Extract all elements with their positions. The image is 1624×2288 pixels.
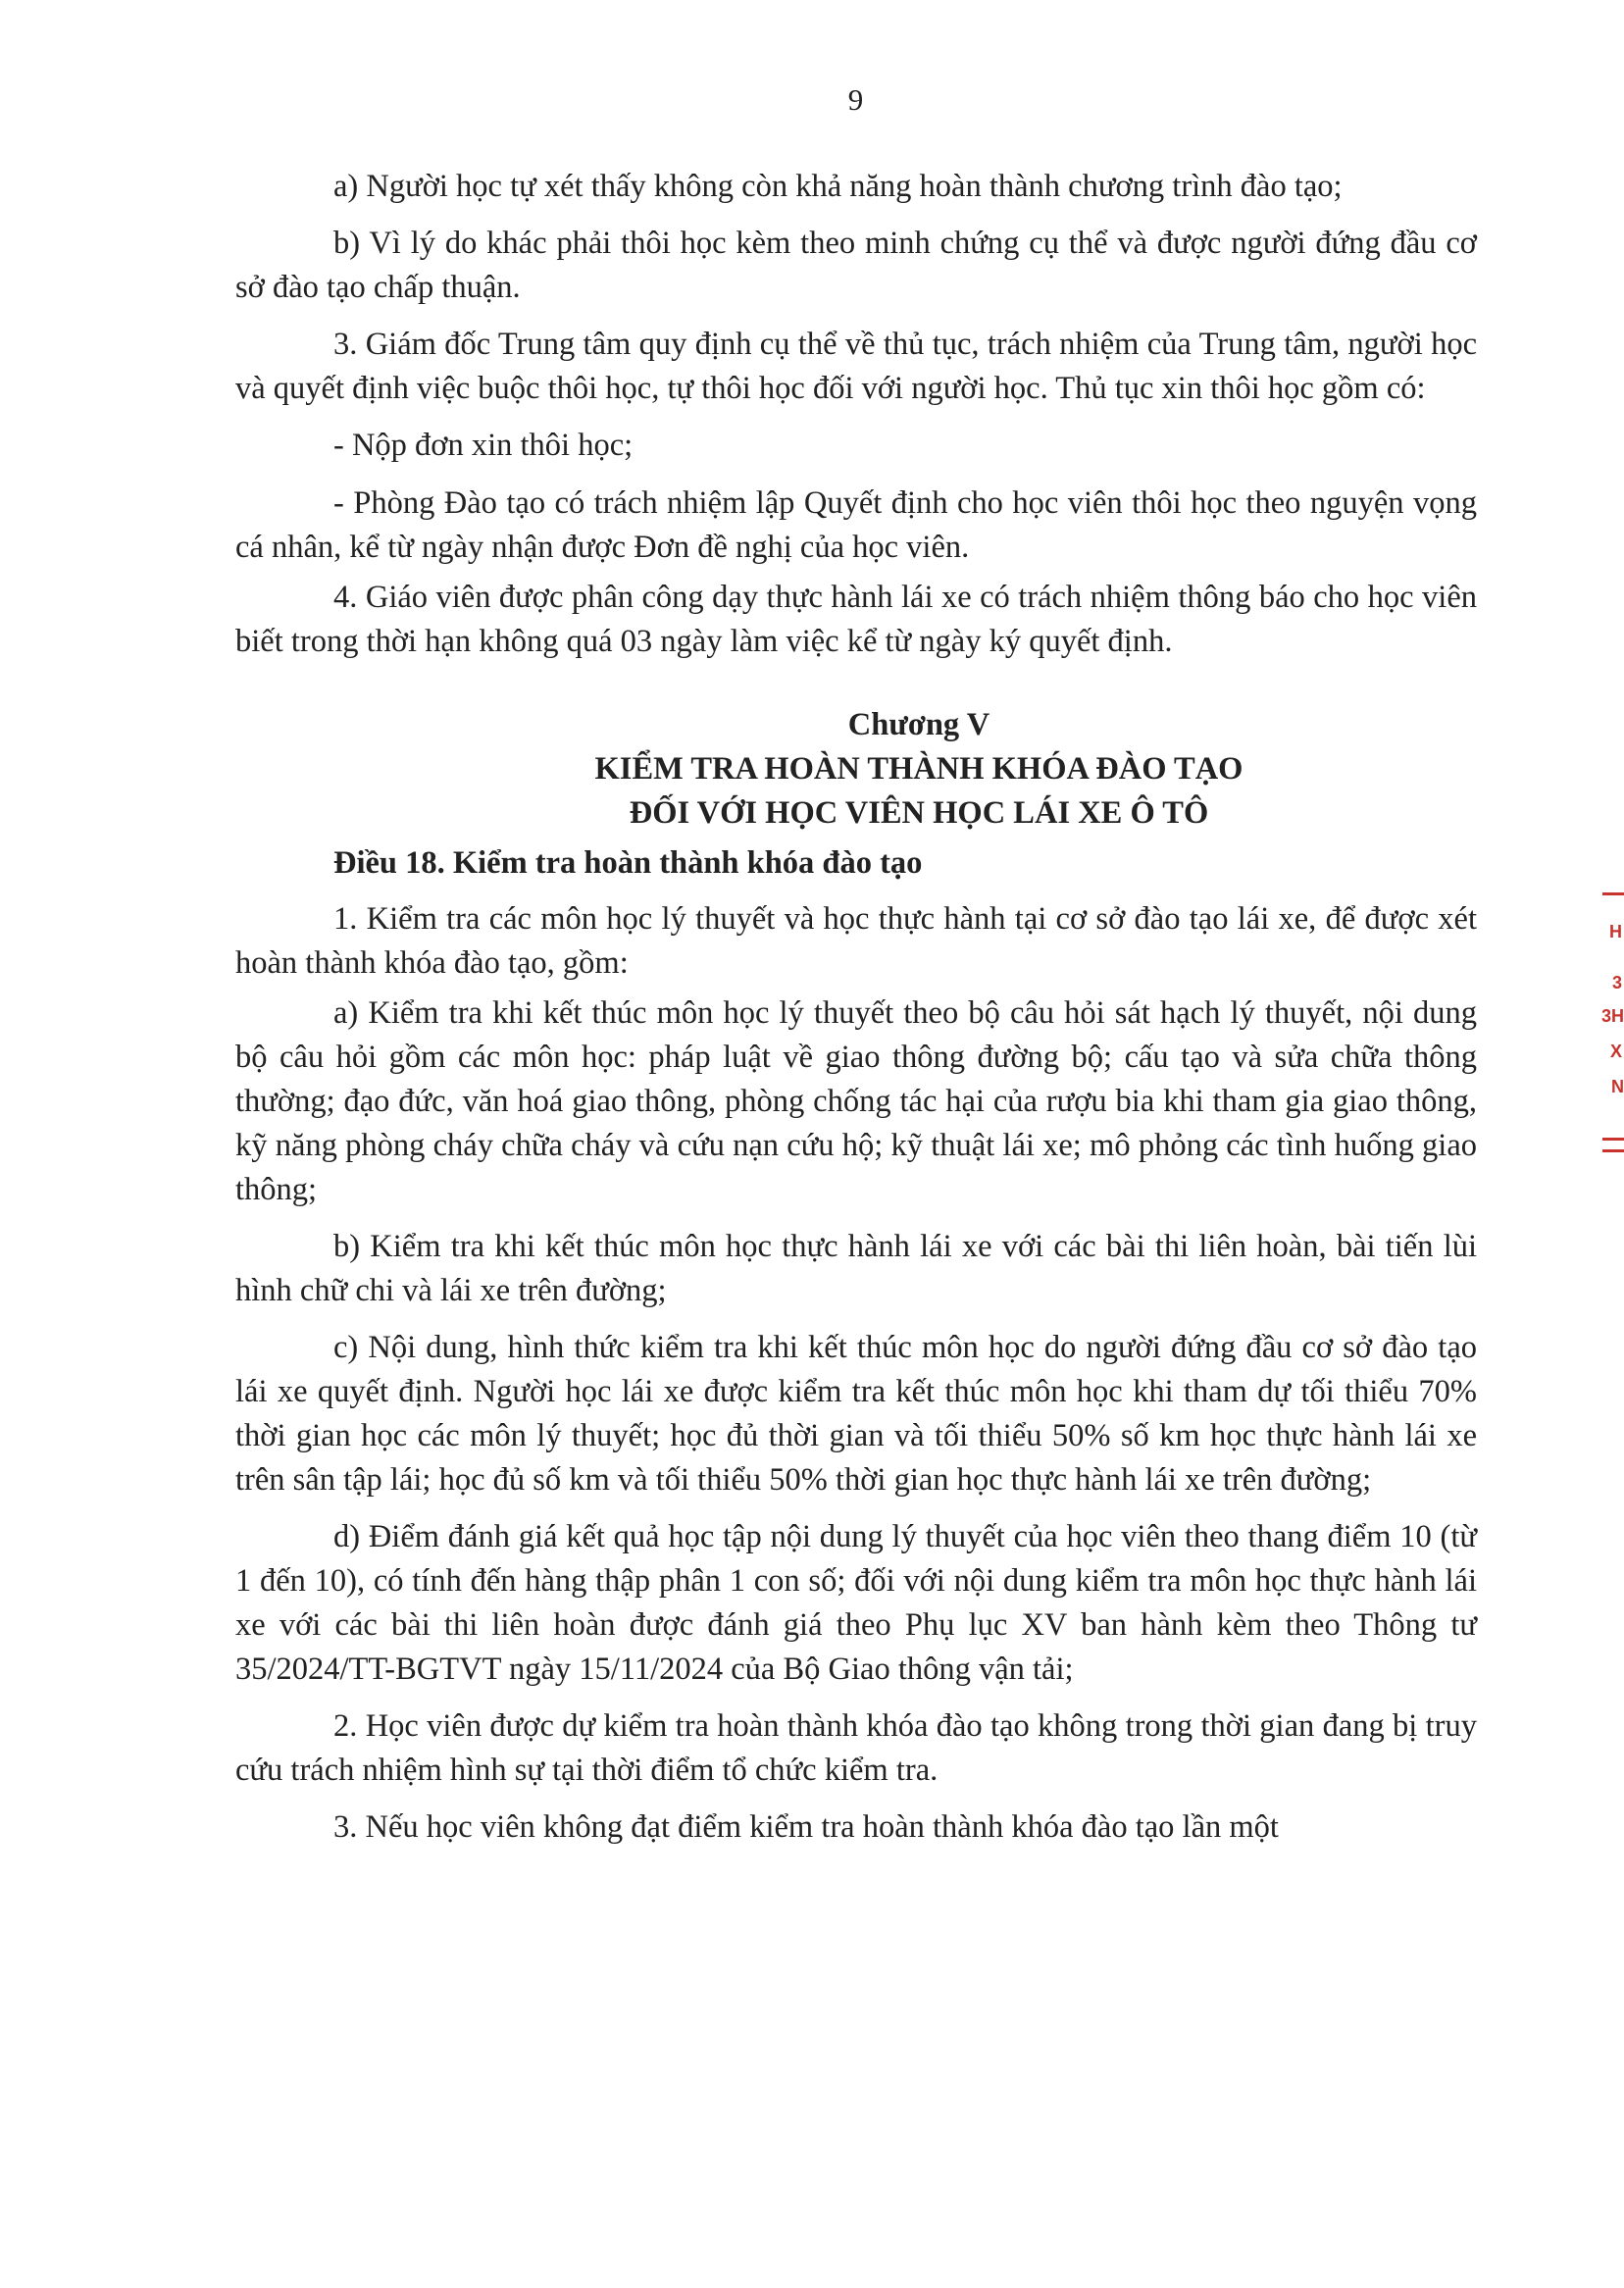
paragraph: 3. Giám đốc Trung tâm quy định cụ thể về thủ tục, trách nhiệm của Trung tâm, người học và quyết định việc buộc thôi học, tự thôi học đối với người học. Thủ tục xin thôi học gồm có: xyxy=(235,327,1477,406)
article-title: Điều 18. Kiểm tra hoàn thành khóa đào tạo xyxy=(333,845,923,881)
paragraph: a) Kiểm tra khi kết thúc môn học lý thuyết theo bộ câu hỏi sát hạch lý thuyết, nội dung bộ câu hỏi gồm các môn học: pháp luật về giao thông đường bộ; cấu tạo và sửa chữa thông thường; đạo đức, văn hoá giao thông, phòng chống tác hại của rượu bia khi tham gia giao thông, kỹ năng phòng cháy chữa cháy và cứu nạn cứu hộ; kỹ thuật lái xe; mô phỏng các tình huống giao thông; xyxy=(235,995,1477,1207)
page-number: 9 xyxy=(847,82,864,117)
document-body xyxy=(235,165,1477,1862)
paragraph: c) Nội dung, hình thức kiểm tra khi kết thúc môn học do người đứng đầu cơ sở đào tạo lái xe quyết định. Người học lái xe được kiểm tra kết thúc môn học khi tham dự tối thiểu 70% thời gian học các môn lý thuyết; học đủ thời gian và tối thiểu 50% số km học thực hành lái xe trên sân tập lái; học đủ số km và tối thiểu 50% thời gian học thực hành lái xe trên đường; xyxy=(235,1330,1477,1498)
stamp-text: X xyxy=(1609,1042,1622,1061)
chapter-title-line-2: ĐỐI VỚI HỌC VIÊN HỌC LÁI XE Ô TÔ xyxy=(629,795,1209,831)
chapter-title-line-1: KIỂM TRA HOÀN THÀNH KHÓA ĐÀO TẠO xyxy=(594,751,1243,787)
stamp-text: 3 xyxy=(1611,973,1622,992)
stamp-text: N xyxy=(1611,1077,1624,1096)
paragraph: 1. Kiểm tra các môn học lý thuyết và học thực hành tại cơ sở đào tạo lái xe, để được xét hoàn thành khóa đào tạo, gồm: xyxy=(235,901,1477,981)
paragraph: - Nộp đơn xin thôi học; xyxy=(333,428,634,463)
stamp-border xyxy=(1602,892,1624,895)
chapter-heading xyxy=(235,703,1477,836)
stamp-text: H xyxy=(1609,922,1622,941)
stamp-text: 3H xyxy=(1600,1006,1624,1026)
chapter-number: Chương V xyxy=(847,707,990,742)
paragraph: b) Kiểm tra khi kết thúc môn học thực hành lái xe với các bài thi liên hoàn, bài tiến lùi hình chữ chi và lái xe trên đường; xyxy=(235,1229,1477,1308)
stamp-fragment xyxy=(1602,892,1624,1187)
paragraph: b) Vì lý do khác phải thôi học kèm theo minh chứng cụ thể và được người đứng đầu cơ sở đào tạo chấp thuận. xyxy=(235,226,1477,305)
paragraph: a) Người học tự xét thấy không còn khả năng hoàn thành chương trình đào tạo; xyxy=(333,169,1343,204)
paragraph: d) Điểm đánh giá kết quả học tập nội dung lý thuyết của học viên theo thang điểm 10 (từ 1 đến 10), có tính đến hàng thập phân 1 con số; đối với nội dung kiểm tra môn học thực hành lái xe với các bài thi liên hoàn được đánh giá theo Phụ lục XV ban hành kèm theo Thông tư 35/2024/TT-BGTVT ngày 15/11/2024 của Bộ Giao thông vận tải; xyxy=(235,1519,1477,1687)
paragraph: 2. Học viên được dự kiểm tra hoàn thành khóa đào tạo không trong thời gian đang bị truy cứu trách nhiệm hình sự tại thời điểm tổ chức kiểm tra. xyxy=(235,1708,1477,1788)
paragraph: 4. Giáo viên được phân công dạy thực hành lái xe có trách nhiệm thông báo cho học viên biết trong thời hạn không quá 03 ngày làm việc kể từ ngày ký quyết định. xyxy=(235,580,1477,659)
stamp-border xyxy=(1602,1138,1624,1141)
stamp-border xyxy=(1602,1149,1624,1152)
paragraph: - Phòng Đào tạo có trách nhiệm lập Quyết định cho học viên thôi học theo nguyện vọng cá nhân, kể từ ngày nhận được Đơn đề nghị của học viên. xyxy=(235,485,1477,565)
paragraph: 3. Nếu học viên không đạt điểm kiểm tra hoàn thành khóa đào tạo lần một xyxy=(333,1809,1279,1845)
